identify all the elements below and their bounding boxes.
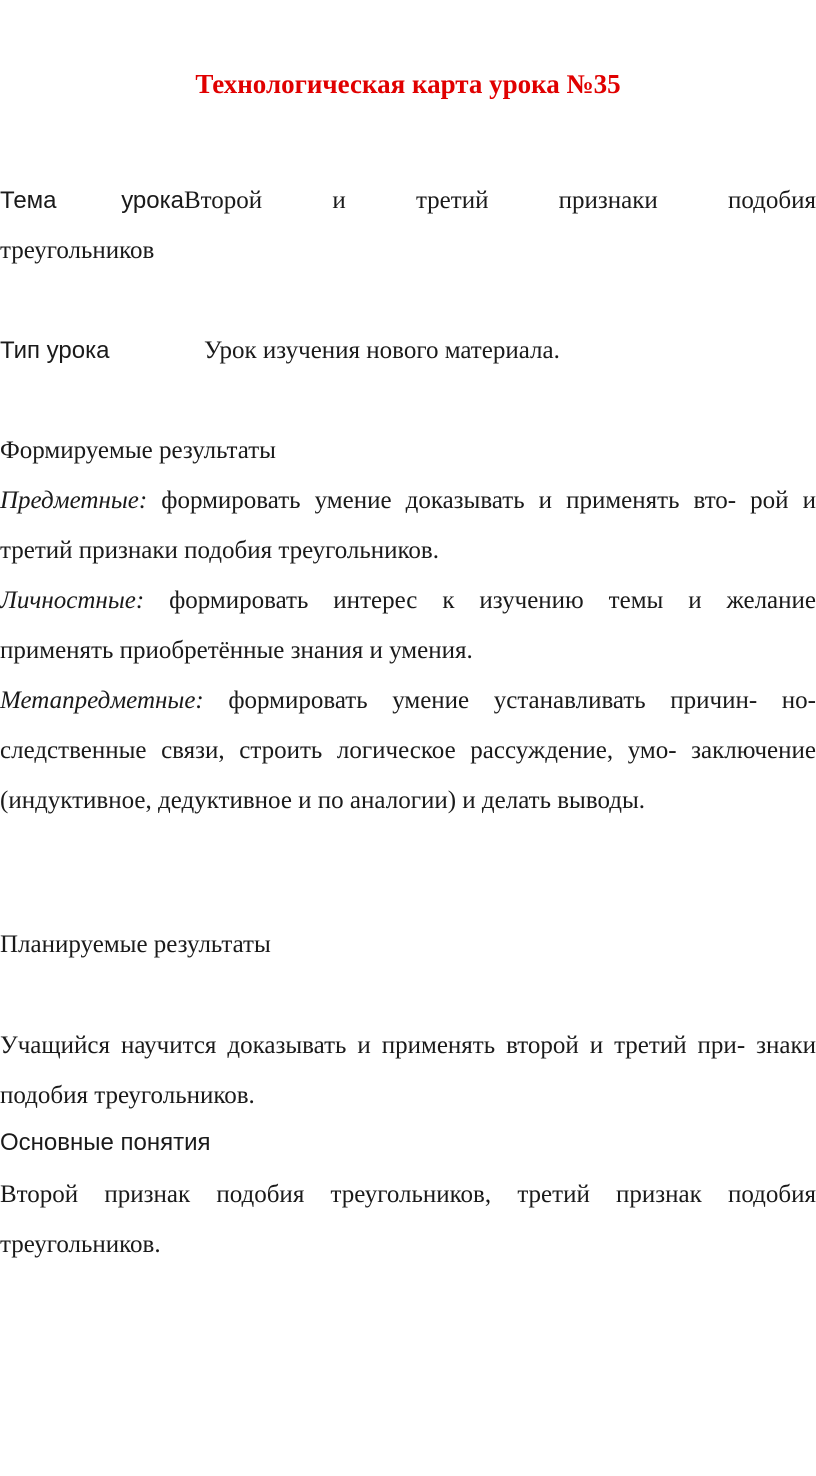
- page-title: Технологическая карта урока №35: [195, 69, 621, 99]
- lesson-topic-section: [0, 176, 816, 276]
- planned-results-section: [0, 1021, 816, 1121]
- subject-results-label: Предметные:: [0, 487, 148, 514]
- lesson-type-value: Урок изучения нового материала.: [204, 337, 560, 364]
- concepts-line1: Второй признак подобия треугольников, третий признак подобия: [0, 1181, 816, 1208]
- subject-results-text1: формировать умение доказывать и применять вто- рой и: [161, 487, 816, 514]
- meta-results-label: Метапредметные:: [0, 687, 204, 714]
- planned-results-heading: Планируемые результаты: [0, 931, 271, 958]
- planned-results-line2: подобия треугольников.: [0, 1082, 255, 1109]
- meta-results-line1: [0, 676, 816, 726]
- concepts-heading: Основные понятия: [0, 1129, 211, 1156]
- personal-results-text1: формировать интерес к изучению темы и желание: [169, 587, 816, 614]
- personal-results-text2: применять приобретённые знания и умения.: [0, 637, 473, 664]
- lesson-type-label: Тип урока: [0, 337, 110, 364]
- lesson-topic-value: Второй и третий признаки подобия: [184, 187, 816, 214]
- meta-results-text1: формировать умение устанавливать причин- но-: [228, 687, 816, 714]
- lesson-topic-line2: треугольников: [0, 237, 155, 264]
- subject-results-text2: третий признаки подобия треугольников.: [0, 537, 439, 564]
- personal-results-line1: [0, 576, 816, 626]
- formed-results-section: [0, 426, 816, 826]
- meta-results-text3: (индуктивное, дедуктивное и по аналогии) и делать выводы.: [0, 787, 646, 814]
- meta-results-text2: следственные связи, строить логическое рассуждение, умо- заключение: [0, 737, 816, 764]
- concepts-line2: треугольников.: [0, 1231, 161, 1258]
- subject-results-line1: [0, 476, 816, 526]
- formed-results-heading: Формируемые результаты: [0, 437, 276, 464]
- concepts-section: [0, 1170, 816, 1270]
- planned-results-line1: Учащийся научится доказывать и применять второй и третий при- знаки: [0, 1032, 816, 1059]
- lesson-type-section: [0, 326, 816, 376]
- personal-results-label: Личностные:: [0, 587, 145, 614]
- lesson-topic-label: Тема урока: [0, 187, 184, 214]
- lesson-topic-line1: [0, 176, 816, 226]
